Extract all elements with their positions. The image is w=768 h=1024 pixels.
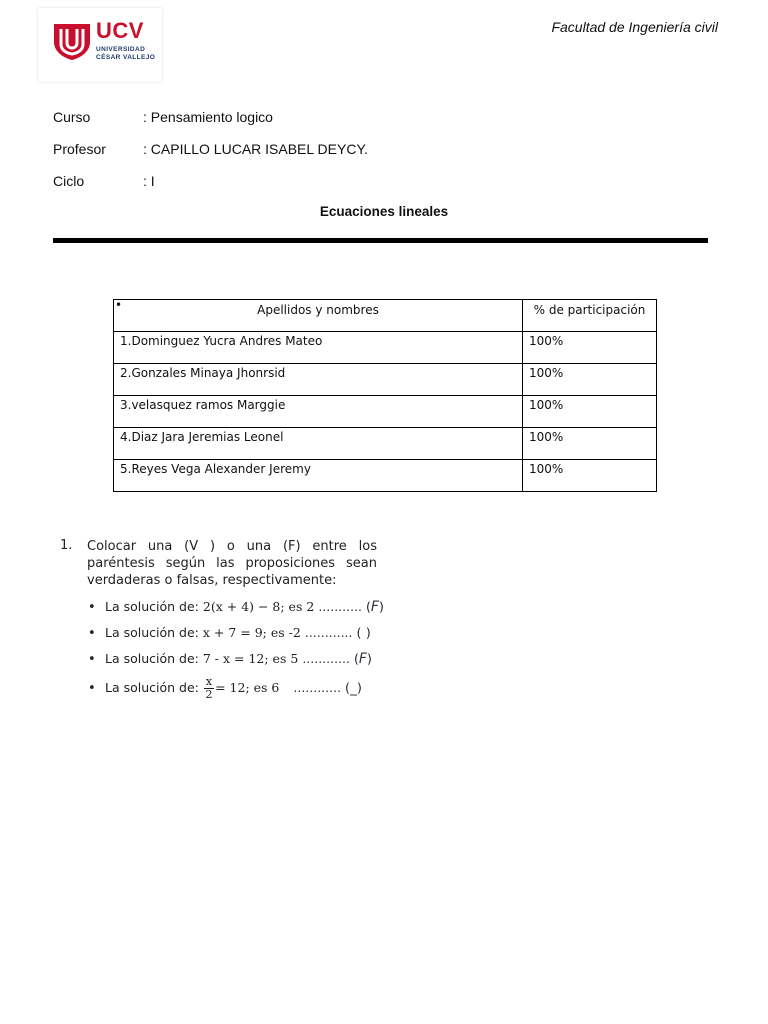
cycle-label: Ciclo [53, 173, 85, 189]
bullet-icon: • [88, 600, 96, 615]
item-equation: = 12; es 6 [215, 680, 280, 695]
member-participation: 100% [523, 460, 657, 492]
logo-line1: UNIVERSIDAD [96, 46, 146, 53]
ucv-shield-icon [52, 20, 92, 60]
header-name [114, 300, 523, 332]
teacher-label: Profesor [53, 141, 106, 157]
item-prefix: La solución de: [105, 651, 199, 666]
table-row [114, 460, 657, 492]
question-item [88, 676, 362, 701]
item-open: ( [353, 651, 359, 666]
item-close: ) [365, 625, 371, 640]
logo-brand: UCV [96, 18, 144, 43]
item-answer: F [370, 599, 379, 615]
question-item [88, 599, 384, 615]
cycle-row [53, 173, 155, 189]
item-prefix: La solución de: [105, 625, 199, 640]
item-open: ( [345, 680, 350, 695]
member-participation: 100% [523, 428, 657, 460]
document-title: Ecuaciones lineales [319, 204, 449, 219]
course-label: Curso [53, 109, 91, 125]
item-prefix: La solución de: [105, 599, 199, 614]
item-equation: 7 - x = 12; es 5 [202, 651, 299, 666]
fraction [204, 676, 214, 701]
bullet-icon: • [88, 626, 96, 641]
item-close: ) [378, 599, 384, 614]
fraction-denominator: 2 [205, 688, 213, 701]
item-close: ) [356, 680, 362, 695]
member-name: 4.Diaz Jara Jeremias Leonel [114, 428, 523, 460]
question-item [88, 625, 371, 641]
item-close: ) [366, 651, 372, 666]
teacher-value: : CAPILLO LUCAR ISABEL DEYCY. [143, 141, 368, 157]
item-open: ( [356, 625, 362, 640]
member-name: 2.Gonzales Minaya Jhonrsid [114, 364, 523, 396]
university-logo [38, 8, 162, 82]
header-participation: % de participación [523, 300, 657, 332]
table-row [114, 332, 657, 364]
teacher-row [53, 141, 368, 157]
question-number: 1. [60, 538, 73, 553]
member-participation: 100% [523, 364, 657, 396]
item-leader: ........... [318, 599, 363, 614]
title-divider [53, 238, 708, 243]
bullet-icon: • [88, 681, 96, 696]
member-name: 5.Reyes Vega Alexander Jeremy [114, 460, 523, 492]
member-name: 1.Dominguez Yucra Andres Mateo [114, 332, 523, 364]
members-table [113, 299, 657, 492]
logo-line2: CÉSAR VALLEJO [96, 54, 156, 61]
member-participation: 100% [523, 332, 657, 364]
faculty-header: Facultad de Ingeniería civil [551, 19, 718, 35]
item-leader: ............ [302, 651, 350, 666]
item-answer: _ [349, 680, 357, 696]
cycle-value: : I [143, 173, 155, 189]
item-answer: F [358, 651, 367, 667]
item-prefix: La solución de: [105, 680, 199, 695]
course-value: : Pensamiento logico [143, 109, 273, 125]
bullet-icon: • [88, 652, 96, 667]
member-participation: 100% [523, 396, 657, 428]
header-name-label: Apellidos y nombres [257, 303, 379, 317]
item-equation: x + 7 = 9; es -2 [202, 625, 301, 640]
item-leader: ............ [293, 680, 342, 695]
question-text: Colocar una (V ) o una (F) entre los paréntesis según las proposiciones sean verdaderas o falsas, respectivamente: [87, 539, 377, 588]
table-row [114, 428, 657, 460]
bullet-icon: • [115, 298, 123, 312]
question-item [88, 651, 372, 667]
fraction-numerator: x [205, 675, 213, 688]
table-header-row [114, 300, 657, 332]
member-name: 3.velasquez ramos Marggie [114, 396, 523, 428]
item-equation: 2(x + 4) − 8; es 2 [202, 599, 315, 614]
table-row [114, 396, 657, 428]
item-leader: ............ [304, 625, 353, 640]
table-row [114, 364, 657, 396]
course-row [53, 109, 273, 125]
item-open: ( [366, 599, 371, 614]
